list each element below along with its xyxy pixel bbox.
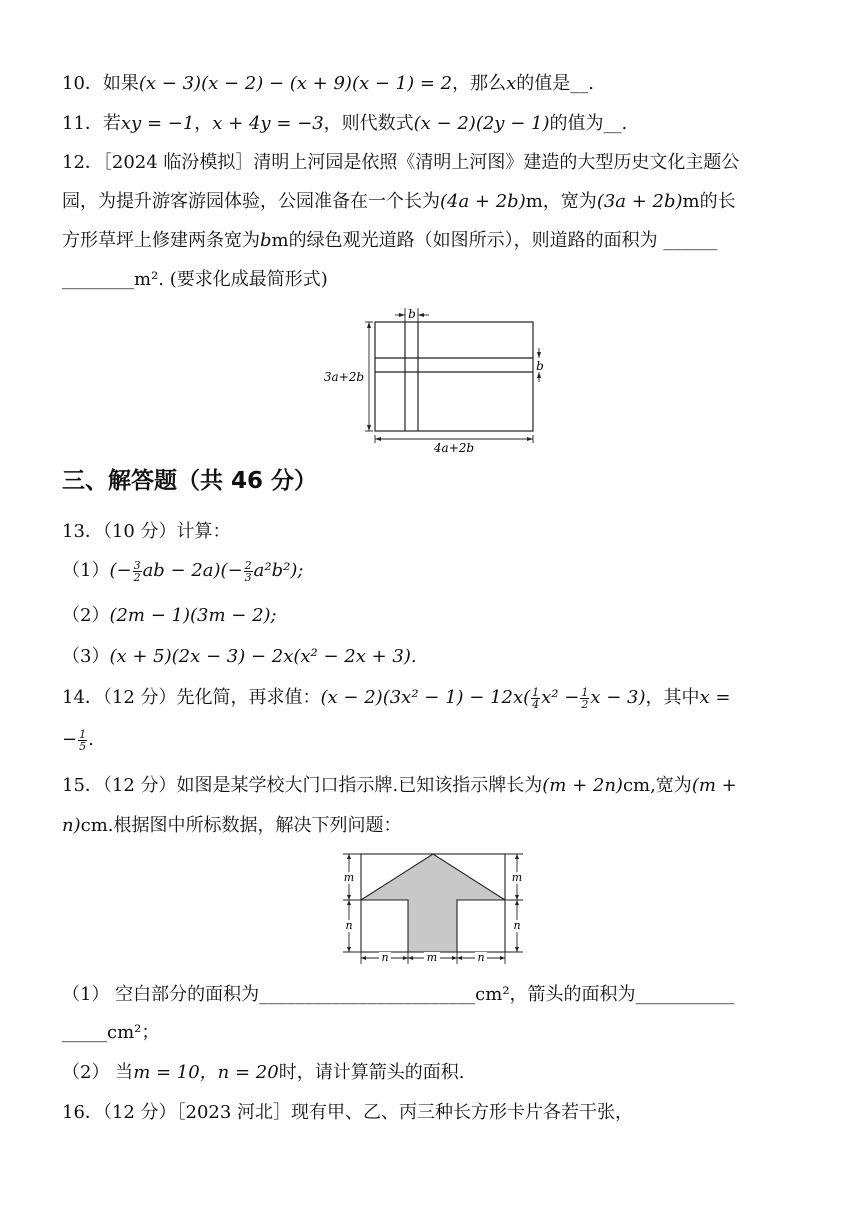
section-heading: 三、解答题（共 46 分） [62, 468, 318, 494]
q14-line-1 [62, 686, 730, 710]
q12-text-e: m的绿色观光道路（如图所示），则道路的面积为 ______ [271, 230, 718, 251]
q11-expression-2: x + 4y = −3 [212, 113, 324, 134]
q14-fraction-1 [531, 687, 540, 710]
fraction-denominator: 2 [133, 570, 141, 584]
q12-text-b: m，宽为 [525, 191, 597, 212]
q12-text-c: m的长 [682, 191, 736, 212]
arrow-shape [361, 854, 505, 952]
q12-fig-right-label: b [536, 359, 544, 373]
q14-text-b: ，其中 [645, 687, 700, 708]
q11-expression-3: (x − 2)(2y − 1) [413, 113, 550, 134]
q15-text-c: cm.根据图中所标数据，解决下列问题： [80, 815, 402, 836]
fraction-denominator: 3 [244, 570, 252, 584]
q12-line-2 [62, 190, 736, 214]
q15-length-expression: (m + 2n) [542, 775, 623, 796]
fraction-numerator: 1 [79, 727, 87, 741]
q14-expr-a: (x − 2)(3x² − 1) − 12x( [320, 687, 531, 708]
q13-p1-text-b: ab − 2a)(− [142, 560, 243, 581]
lawn-rectangle [375, 322, 533, 431]
q11-number: 11． [62, 113, 103, 134]
fraction-denominator: 5 [79, 739, 87, 753]
q13-part-2 [62, 604, 277, 628]
q11-text-d: 的值为__. [549, 113, 628, 134]
fraction-numerator: 2 [244, 558, 252, 572]
q15-fig-bottom-n1: n [381, 951, 389, 964]
q13-p1-number: （1） [62, 560, 110, 581]
fraction-numerator: 1 [532, 685, 540, 699]
q14-fraction-3 [78, 729, 87, 752]
q12-fig-top-label: b [408, 307, 416, 321]
q15-part-1-line-2: _____cm²； [62, 1022, 160, 1043]
question-11 [62, 112, 627, 136]
q14-fraction-2 [580, 687, 589, 710]
q13-p1-fraction-1 [133, 560, 142, 583]
q15-p2-expression: m = 10，n = 20 [133, 1062, 279, 1083]
q15-fig-left-m: m [343, 871, 355, 884]
q13-heading: 13．（10 分）计算： [62, 521, 231, 542]
q11-text-a: 若 [102, 113, 121, 134]
q15-line-1 [62, 774, 737, 798]
q12-figure [315, 300, 545, 460]
q13-p2-number: （2） [62, 605, 110, 626]
question-16: 16．（12 分）［2023 河北］现有甲、乙、丙三种长方形卡片各若干张， [62, 1102, 634, 1123]
q15-width-expression-end: n) [62, 815, 81, 836]
q10-expression: (x − 3)(x − 2) − (x + 9)(x − 1) = 2 [138, 73, 453, 94]
q11-text-b: ， [194, 113, 213, 134]
q15-fig-right-n: n [513, 919, 521, 932]
q14-heading: 14．（12 分）先化简，再求值： [62, 687, 321, 708]
q14-expr-b: x² − [541, 687, 580, 708]
q12-length-expression: (4a + 2b) [440, 191, 526, 212]
q14-period: . [88, 729, 94, 750]
q15-width-expression-start: (m + [691, 775, 737, 796]
fraction-denominator: 2 [581, 697, 589, 711]
q13-p1-text-c: a²b²); [253, 560, 304, 581]
q15-p2-text-a: （2） 当 [62, 1062, 134, 1083]
q10-text-a: 如果 [102, 73, 139, 94]
q12-text-d: 方形草坪上修建两条宽为 [62, 230, 260, 251]
q10-number: 10． [62, 73, 103, 94]
q15-part-1-line-1: （1） 空白部分的面积为________________________cm²，箭头的面积为___________ [62, 984, 735, 1005]
q12-text-a: 园，为提升游客游园体验，公园准备在一个长为 [62, 191, 440, 212]
q12-line-1: 12．［2024 临汾模拟］清明上河园是依照《清明上河图》建造的大型历史文化主题公 [62, 152, 740, 173]
q12-line-4: ________m². (要求化成最简形式) [62, 269, 328, 290]
q15-p2-text-b: 时，请计算箭头的面积. [278, 1062, 465, 1083]
q13-p3-number: （3） [62, 646, 110, 667]
fraction-numerator: 1 [581, 685, 589, 699]
q15-text-a: 15．（12 分）如图是某学校大门口指示牌.已知该指示牌长为 [62, 775, 543, 796]
q15-fig-left-n: n [345, 919, 353, 932]
q14-line-2 [62, 728, 94, 752]
q12-fig-left-label: 3a+2b [323, 370, 365, 384]
q13-p3-expression: (x + 5)(2x − 3) − 2x(x² − 2x + 3). [109, 646, 417, 667]
q14-expr-c: x − 3) [590, 687, 646, 708]
q13-p1-text-a: (− [109, 560, 132, 581]
q13-p1-fraction-2 [244, 560, 253, 583]
question-10 [62, 72, 594, 96]
q13-part-3 [62, 645, 417, 669]
q13-p2-expression: (2m − 1)(3m − 2); [109, 605, 277, 626]
q10-text-b: ，那么 [452, 73, 507, 94]
q14-expr-d: x = [699, 687, 731, 708]
q15-line-2 [62, 814, 402, 838]
q12-road-width-variable: b [260, 230, 272, 251]
q10-variable: x [506, 73, 517, 94]
q12-line-3 [62, 229, 717, 253]
q15-part-2 [62, 1061, 464, 1085]
q15-text-b: cm,宽为 [622, 775, 692, 796]
q15-fig-bottom-n2: n [477, 951, 485, 964]
q13-part-1 [62, 559, 303, 583]
q14-minus-sign: − [62, 729, 78, 750]
q15-fig-right-m: m [511, 871, 523, 884]
fraction-denominator: 4 [532, 697, 540, 711]
q11-expression-1: xy = −1 [120, 113, 195, 134]
q10-text-c: 的值是__. [516, 73, 594, 94]
q12-fig-bottom-label: 4a+2b [433, 441, 475, 455]
fraction-numerator: 3 [133, 558, 141, 572]
q15-figure [335, 848, 535, 970]
q11-text-c: ，则代数式 [323, 113, 414, 134]
q15-fig-bottom-m: m [426, 951, 438, 964]
q12-width-expression: (3a + 2b) [596, 191, 683, 212]
